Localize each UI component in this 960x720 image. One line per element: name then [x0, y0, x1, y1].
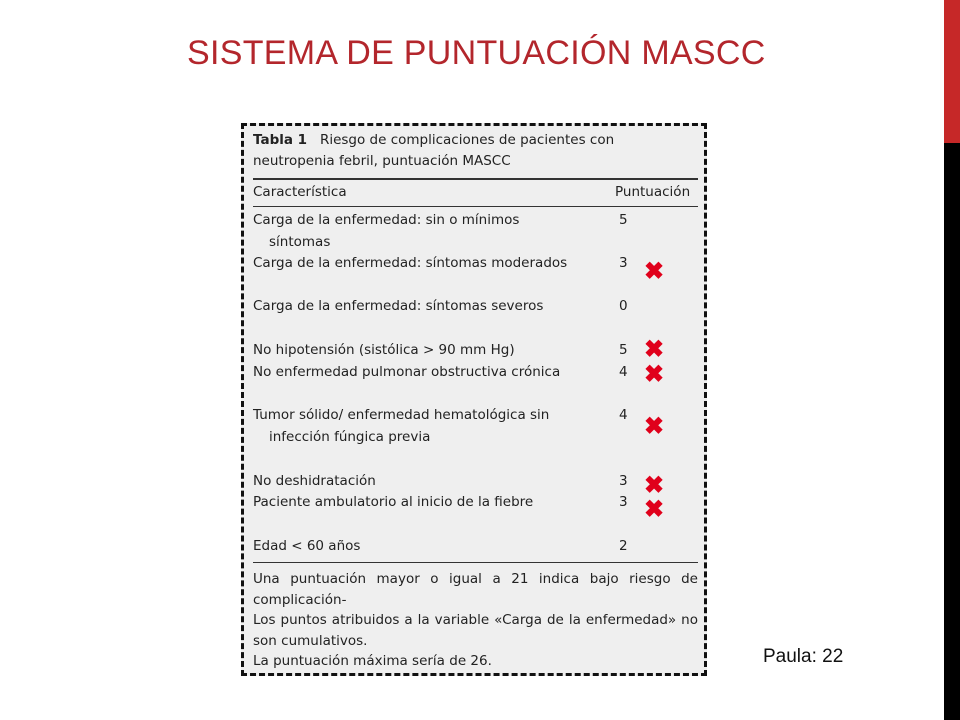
red-x-mark-icon: ✖: [643, 496, 665, 523]
red-x-mark-icon: ✖: [643, 361, 665, 388]
row-label: Carga de la enfermedad: síntomas moderados: [253, 255, 568, 271]
footnote: La puntuación máxima sería de 26.: [253, 653, 492, 669]
row-label: Carga de la enfermedad: síntomas severos: [253, 298, 544, 314]
row-label: Tumor sólido/ enfermedad hematológica sin infección fúngica previa: [253, 407, 550, 445]
table-top-rule: [253, 178, 698, 180]
table-footnotes: [253, 569, 698, 672]
row-score: 5: [619, 342, 628, 358]
mascc-table-image: [241, 123, 707, 676]
row-label: Paciente ambulatorio al inicio de la fiebre: [253, 494, 534, 510]
row-label: Carga de la enfermedad: sin o mínimos síntomas: [253, 212, 520, 250]
row-score: 0: [619, 298, 628, 314]
right-edge-accent: [944, 0, 960, 143]
row-score: 5: [619, 212, 628, 228]
red-x-mark-icon: ✖: [643, 258, 665, 285]
row-score: 3: [619, 255, 628, 271]
header-characteristic: Característica: [253, 184, 347, 200]
table-caption-text: Riesgo de complicaciones de pacientes con neutropenia febril, puntuación MASCC: [253, 132, 615, 169]
table-caption-label: Tabla 1: [253, 132, 308, 148]
red-x-mark-icon: ✖: [643, 472, 665, 499]
row-label: No deshidratación: [253, 473, 376, 489]
red-x-mark-icon: ✖: [643, 336, 665, 363]
table-header-rule: [253, 206, 698, 207]
patient-score-note: Paula: 22: [763, 646, 844, 667]
footnote: Una puntuación mayor o igual a 21 indica bajo riesgo de complicación-: [253, 571, 698, 608]
row-label: Edad < 60 años: [253, 538, 361, 554]
row-score: 4: [619, 407, 628, 423]
row-label: No hipotensión (sistólica > 90 mm Hg): [253, 342, 515, 358]
table-bottom-rule: [253, 562, 698, 563]
row-score: 3: [619, 473, 628, 489]
slide-title: SISTEMA DE PUNTUACIÓN MASCC: [187, 34, 766, 72]
footnote: Los puntos atribuidos a la variable «Carga de la enfermedad» no son cumulativos.: [253, 612, 698, 649]
row-label: No enfermedad pulmonar obstructiva crónica: [253, 364, 561, 380]
red-x-mark-icon: ✖: [643, 413, 665, 440]
row-score: 2: [619, 538, 628, 554]
row-score: 4: [619, 364, 628, 380]
header-score: Puntuación: [615, 184, 691, 200]
table-header: [253, 184, 698, 204]
table-caption: [253, 130, 698, 172]
row-score: 3: [619, 494, 628, 510]
